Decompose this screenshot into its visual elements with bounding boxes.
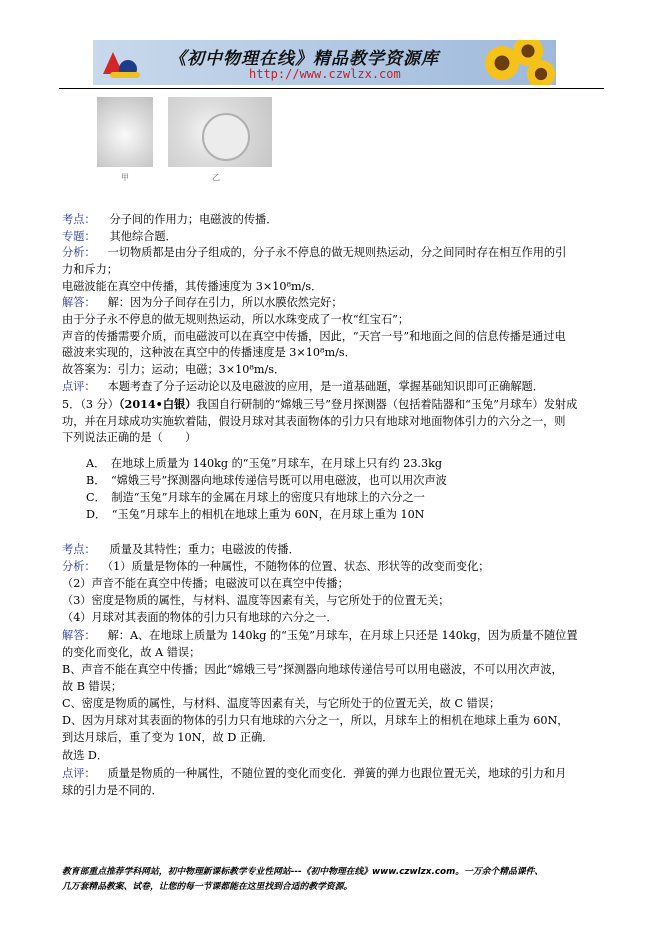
q5-kaodian: 质量及其特性；重力；电磁波的传播．: [109, 543, 300, 556]
sunflower-icon: [527, 60, 555, 85]
q4-jieda-2: 由于分子永不停息的做无规则热运动，所以水珠变成了一枚“红宝石”；: [62, 313, 410, 326]
label-dianping: 点评：: [62, 380, 96, 393]
header-title: 《初中物理在线》精品教学资源库: [169, 49, 439, 69]
q5-option-d: D． “玉兔”月球车上的相机在地球上重为 60N，在月球上重为 10N: [86, 508, 425, 521]
q4-jieda-1: 解：因为分子间存在引力，所以水膜依然完好；: [107, 296, 343, 309]
q5-option-c: C． 制造“玉兔”月球车的金属在月球上的密度只有地球上的六分之一: [86, 491, 425, 504]
label-zhuanti: 专题：: [62, 230, 96, 243]
q5-answer: 故选 D．: [62, 749, 109, 762]
label-dianping: 点评：: [62, 767, 96, 780]
label-fenxi: 分析：: [62, 560, 96, 573]
q4-zhuanti: 其他综合题．: [109, 230, 177, 243]
q5-jieda-3: B、声音不能在真空中传播；因此“嫦娥三号”探测器向地球传递信号可以用电磁波，不可以用次声波，: [62, 663, 563, 676]
header-rule: [59, 88, 604, 89]
q5-stem-2: 功，并在月球成功实施软着陆，假设月球对其表面物体的引力只有地球对地面物体引力的六分之一，则: [62, 415, 566, 428]
q5-jieda-4: 故 B 错误；: [62, 680, 123, 693]
q4-jieda-3: 声音的传播需要介质，而电磁波可以在真空中传播，因此，“天宫一号”和地面之间的信息传播是通过电: [62, 330, 566, 343]
footer-line-2: 几万套精品教案、试卷，让您的每一节课都能在这里找到合适的教学资源。: [62, 882, 353, 892]
q5-jieda-1: 解：A、在地球上质量为 140kg 的“玉兔”月球车，在月球上只还是 140kg，因为质量不随位置: [107, 629, 578, 642]
q4-dianping: 本题考查了分子运动论以及电磁波的应用，是一道基础题，掌握基础知识即可正确解题．: [107, 380, 544, 393]
figure-photo-left: [97, 97, 153, 167]
figure-photo-right: [168, 97, 272, 167]
logo-swoosh-icon: [110, 72, 140, 78]
q5-jieda-7: 到达月球后，重了变为 10N，故 D 正确．: [62, 731, 274, 744]
q4-fenxi-1: 一切物质都是由分子组成的，分子永不停息的做无规则热运动，分之间同时存在相互作用的引: [107, 246, 567, 259]
q5-prefix: 5．（3 分）: [62, 398, 119, 411]
q5-jieda-2: 的变化而变化，故 A 错误；: [62, 646, 201, 659]
figure-caption-right: 乙: [212, 173, 220, 182]
label-jieda: 解答：: [62, 296, 96, 309]
q4-fenxi-3: 电磁波能在真空中传播，其传播速度为 3×10⁸m/s．: [62, 280, 323, 293]
q5-option-a: A． 在地球上质量为 140kg 的“玉兔”月球车，在月球上只有约 23.3kg: [86, 457, 443, 470]
water-film-ring: [202, 113, 250, 161]
q5-stem-1: 我国自行研制的“嫦娥三号”登月探测器（包括着陆器和“玉兔”月球车）发射成: [196, 398, 578, 411]
q5-fenxi-4: （4）月球对其表面的物体的引力只有地球的六分之一．: [62, 611, 338, 624]
q4-fenxi-2: 力和斥力；: [62, 263, 118, 276]
q4-answer: 故答案为：引力；运动；电磁；3×10⁸m/s．: [62, 363, 286, 376]
q5-stem-3: 下列说法正确的是（ ）: [62, 431, 197, 444]
q4-jieda-4: 磁波来实现的，这种波在真空中的传播速度是 3×10⁸m/s．: [62, 346, 356, 359]
q5-dianping-1: 质量是物质的一种属性，不随位置的变化而变化．弹簧的弹力也跟位置无关，地球的引力和月: [107, 767, 567, 780]
label-jieda: 解答：: [62, 629, 96, 642]
q5-jieda-5: C、密度是物质的属性，与材料、温度等因素有关，与它所处于的位置无关，故 C 错误；: [62, 697, 501, 710]
q5-fenxi-2: （2）声音不能在真空中传播；电磁波可以在真空中传播；: [62, 577, 349, 590]
q5-option-b: B． “嫦娥三号”探测器向地球传递信号既可以用电磁波，也可以用次声波: [86, 474, 447, 487]
q5-jieda-6: D、因为月球对其表面的物体的引力只有地球的六分之一，所以，月球车上的相机在地球上重为 60N，: [62, 714, 569, 727]
figure-caption-left: 甲: [121, 173, 129, 182]
q5-fenxi-3: （3）密度是物质的属性，与材料、温度等因素有关，与它所处于的位置无关；: [62, 594, 450, 607]
label-kaodian: 考点：: [62, 543, 96, 556]
q5-dianping-2: 球的引力是不同的．: [62, 784, 163, 797]
q5-source: （2014•白银）: [118, 397, 197, 411]
footer-line-1: 教育部重点推荐学科网站，初中物理新课标教学专业性网站---《初中物理在线》www.czwlzx.com。一万余个精品课件、: [62, 867, 544, 877]
q4-kaodian: 分子间的作用力；电磁波的传播．: [109, 213, 278, 226]
header-url[interactable]: http://www.czwlzx.com: [249, 67, 401, 81]
header-banner: [93, 40, 556, 85]
q5-fenxi-1: （1）质量是物体的一种属性，不随物体的位置、状态、形状等的改变而变化；: [107, 560, 490, 573]
label-fenxi: 分析：: [62, 246, 96, 259]
label-kaodian: 考点：: [62, 213, 96, 226]
